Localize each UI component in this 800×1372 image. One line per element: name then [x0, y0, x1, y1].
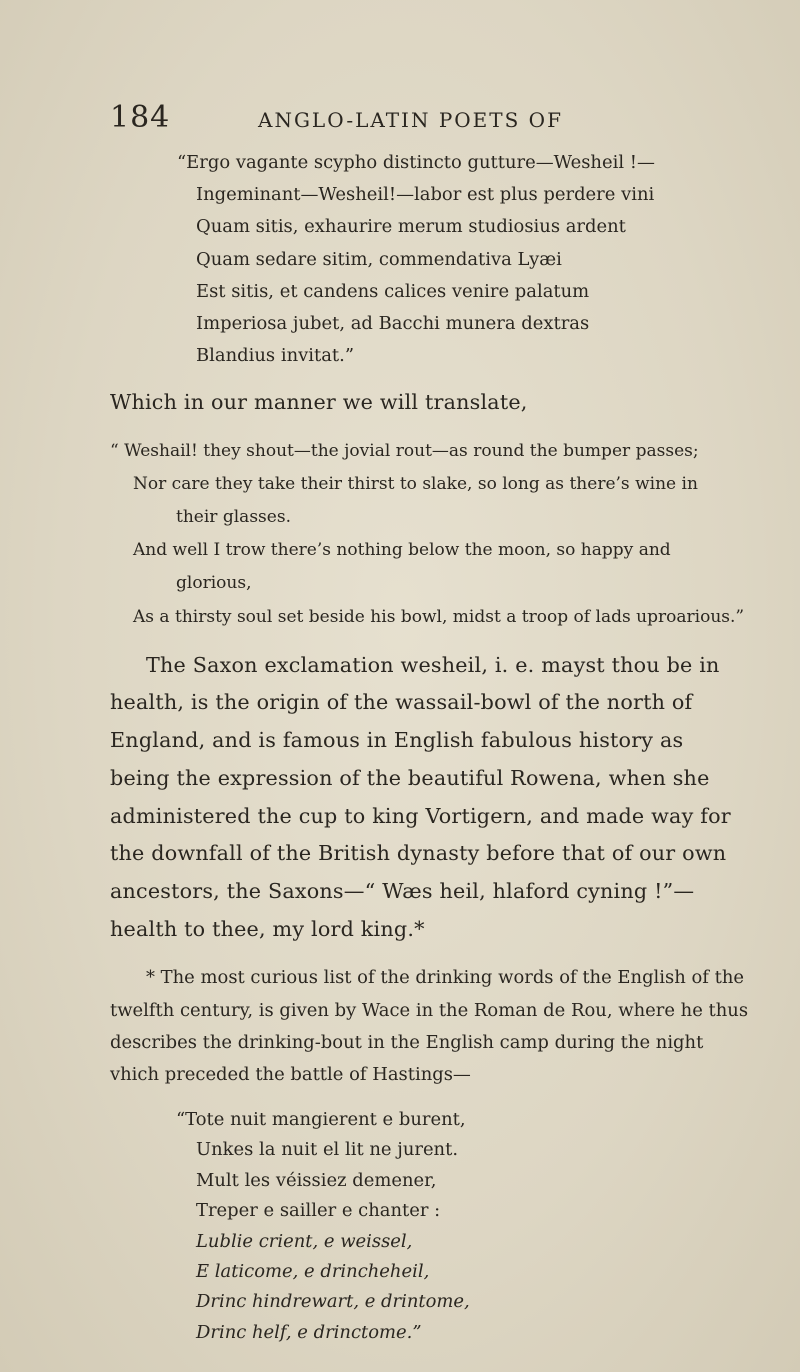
verse-line: Ingeminant—Wesheil!—labor est plus perdere vini [196, 184, 655, 206]
footnote-line: describes the drinking-bout in the English camp during the night [110, 1031, 704, 1053]
verse-line: Nor care they take their thirst to slake, so long as there’s wine in [133, 474, 698, 495]
verse-line: their glasses. [176, 507, 292, 528]
verse-line: “Ergo vagante scypho distincto gutture—Wesheil !— [177, 152, 655, 173]
paragraph-line: England, and is famous in English fabulous history as [110, 728, 684, 753]
verse-line: Treper e sailler e chanter : [196, 1200, 441, 1222]
running-head: ANGLO-LATIN POETS OF [258, 108, 563, 132]
verse-line: Drinc helf, e drinctome.” [196, 1321, 422, 1343]
footnote-line: twelfth century, is given by Wace in the Roman de Rou, where he thus [110, 999, 749, 1021]
paragraph-line: administered the cup to king Vortigern, and made way for [110, 803, 731, 828]
verse-line: “ Weshail! they shout—the jovial rout—as round the bumper passes; [110, 440, 699, 461]
verse-line: And well I trow there’s nothing below the moon, so happy and [133, 540, 671, 561]
verse-line: Imperiosa jubet, ad Bacchi munera dextras [196, 313, 590, 335]
paragraph-line: the downfall of the British dynasty before that of our own [110, 841, 727, 866]
verse-line: As a thirsty soul set beside his bowl, midst a troop of lads uproarious.” [133, 606, 745, 627]
verse-line: Lublie crient, e weissel, [196, 1230, 413, 1252]
paragraph-line: ancestors, the Saxons—“ Wæs heil, hlaford cyning !”— [110, 878, 695, 903]
verse-line: Unkes la nuit el lit ne jurent. [196, 1139, 459, 1161]
verse-line: Blandius invitat.” [196, 345, 354, 367]
verse-line: Drinc hindrewart, e drintome, [196, 1291, 470, 1313]
page-number: 184 [110, 100, 171, 135]
verse-line: Quam sedare sitim, commendativa Lyæi [196, 248, 562, 270]
verse-line: Mult les véissiez demener, [196, 1169, 437, 1191]
paragraph-line: The Saxon exclamation wesheil, i. e. mayst thou be in [146, 652, 720, 677]
verse-line: glorious, [176, 573, 252, 594]
intro-line: Which in our manner we will translate, [110, 390, 528, 415]
paragraph-line: health, is the origin of the wassail-bowl of the north of [110, 690, 693, 715]
verse-line: Quam sitis, exhaurire merum studiosius ardent [196, 216, 626, 238]
verse-line: “Tote nuit mangierent e burent, [176, 1109, 466, 1131]
page-header [0, 100, 800, 140]
paragraph-line: health to thee, my lord king.* [110, 916, 425, 941]
verse-line: E laticome, e drincheheil, [196, 1260, 430, 1282]
footnote-line: vhich preceded the battle of Hastings— [110, 1063, 471, 1085]
verse-line: Est sitis, et candens calices venire palatum [196, 280, 590, 302]
footnote-line: * The most curious list of the drinking words of the English of the [146, 967, 745, 989]
paragraph-line: being the expression of the beautiful Rowena, when she [110, 765, 710, 790]
